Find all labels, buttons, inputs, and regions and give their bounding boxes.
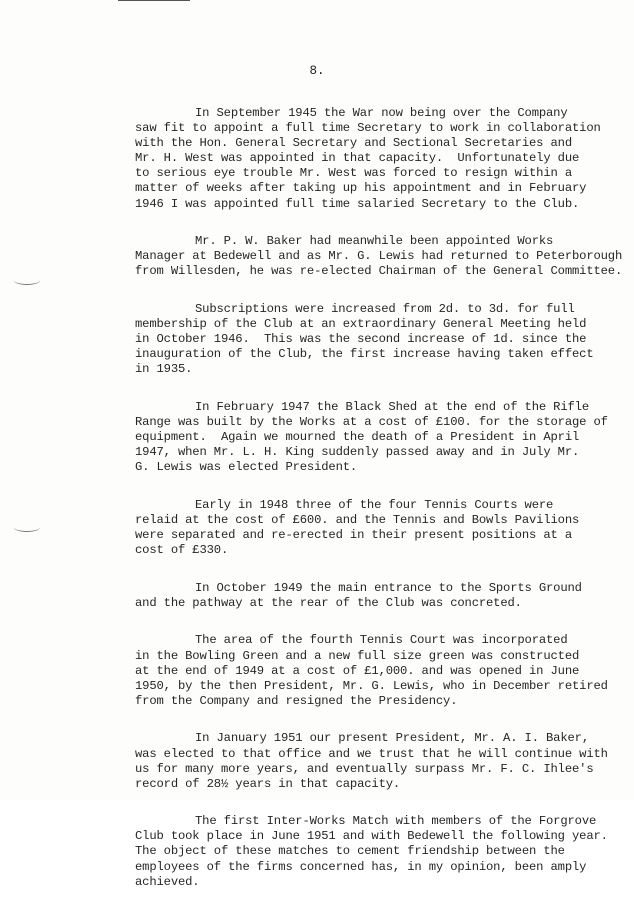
paragraph-first-line: The first Inter-Works Match with members of the Forgrove — [195, 814, 597, 829]
paragraph-line: were separated and re-erected in their present positions at a — [135, 528, 572, 543]
paragraph-line: equipment. Again we mourned the death of a President in April — [135, 430, 580, 445]
paragraph-line: relaid at the cost of £600. and the Tennis and Bowls Pavilions — [135, 512, 580, 527]
paragraph-line: to serious eye trouble Mr. West was forced to resign within a — [135, 166, 572, 181]
paragraph — [135, 633, 608, 708]
paragraph-first-line: Early in 1948 three of the four Tennis Courts were — [195, 497, 554, 512]
paragraph-line: from the Company and resigned the Presidency. — [135, 693, 458, 708]
paragraph-line: G. Lewis was elected President. — [135, 460, 358, 475]
paragraph-line: in the Bowling Green and a new full size green was constructed — [135, 648, 580, 663]
paragraph — [135, 399, 608, 475]
paragraph-first-line: In October 1949 the main entrance to the Sports Ground — [195, 580, 582, 595]
paragraph-line: and the pathway at the rear of the Club was concreted. — [135, 595, 522, 610]
paragraph-first-line: Mr. P. W. Baker had meanwhile been appointed Works — [195, 234, 554, 249]
paragraph-first-line: In February 1947 the Black Shed at the end of the Rifle — [195, 399, 590, 414]
paragraph-line: in 1935. — [135, 362, 193, 377]
paragraph — [135, 731, 608, 791]
paragraph-line: record of 28½ years in that capacity. — [135, 776, 401, 791]
paragraph-line: inauguration of the Club, the first increase having taken effect — [135, 347, 594, 362]
paragraph — [135, 498, 605, 558]
paragraph-line: The object of these matches to cement friendship between the — [135, 844, 565, 859]
paragraph-line: membership of the Club at an extraordinary General Meeting held — [135, 317, 587, 332]
paragraph-line: saw fit to appoint a full time Secretary to work in collaboration — [135, 121, 601, 136]
paragraph — [135, 814, 608, 889]
paragraph — [135, 234, 623, 279]
paragraph-line: achieved. — [135, 874, 200, 889]
body-text — [135, 106, 623, 912]
paragraph-line: in October 1946. This was the second increase of 1d. since the — [135, 332, 587, 347]
paragraph-line: 1950, by the then President, Mr. G. Lewis, who in December retired — [135, 678, 608, 693]
paragraph-first-line: In January 1951 our present President, Mr. A. I. Baker, — [195, 731, 590, 746]
paragraph-line: with the Hon. General Secretary and Sectional Secretaries and — [135, 136, 572, 151]
paragraph-line: at the end of 1949 at a cost of £1,000. and was opened in June — [135, 663, 580, 678]
paragraph — [135, 106, 605, 212]
punch-hole-mark-lower — [14, 523, 40, 532]
page-number: 8. — [309, 64, 325, 78]
paragraph-line: Range was built by the Works at a cost of £100. for the storage of — [135, 415, 608, 429]
paragraph-line: cost of £330. — [135, 543, 229, 558]
paragraph-line: 1946 I was appointed full time salaried Secretary to the Club. — [135, 196, 580, 211]
paragraph-line: Club took place in June 1951 and with Bedewell the following year. — [135, 829, 608, 844]
paragraph-first-line: Subscriptions were increased from 2d. to 3d. for full — [195, 301, 575, 316]
paragraph-line: us for many more years, and eventually surpass Mr. F. C. Ihlee's — [135, 761, 594, 776]
top-rule-line — [118, 0, 190, 1]
paragraph-line: Manager at Bedewell and as Mr. G. Lewis had returned to Peterborough — [135, 249, 623, 264]
paragraph-line: was elected to that office and we trust that he will continue with — [135, 746, 608, 761]
paragraph-line: 1947, when Mr. L. H. King suddenly passed away and in July Mr. — [135, 445, 580, 460]
paragraph-line: employees of the firms concerned has, in my opinion, been amply — [135, 859, 587, 874]
paragraph-first-line: The area of the fourth Tennis Court was incorporated — [195, 633, 568, 648]
paragraph — [135, 302, 605, 377]
paragraph — [135, 581, 605, 611]
paragraph-line: from Willesden, he was re-elected Chairman of the General Committee. — [135, 264, 623, 279]
punch-hole-mark-upper — [14, 276, 40, 285]
paragraph-line: Mr. H. West was appointed in that capacity. Unfortunately due — [135, 151, 580, 166]
paragraph-line: matter of weeks after taking up his appointment and in February — [135, 181, 587, 196]
paragraph-first-line: In September 1945 the War now being over the Company — [195, 106, 568, 120]
